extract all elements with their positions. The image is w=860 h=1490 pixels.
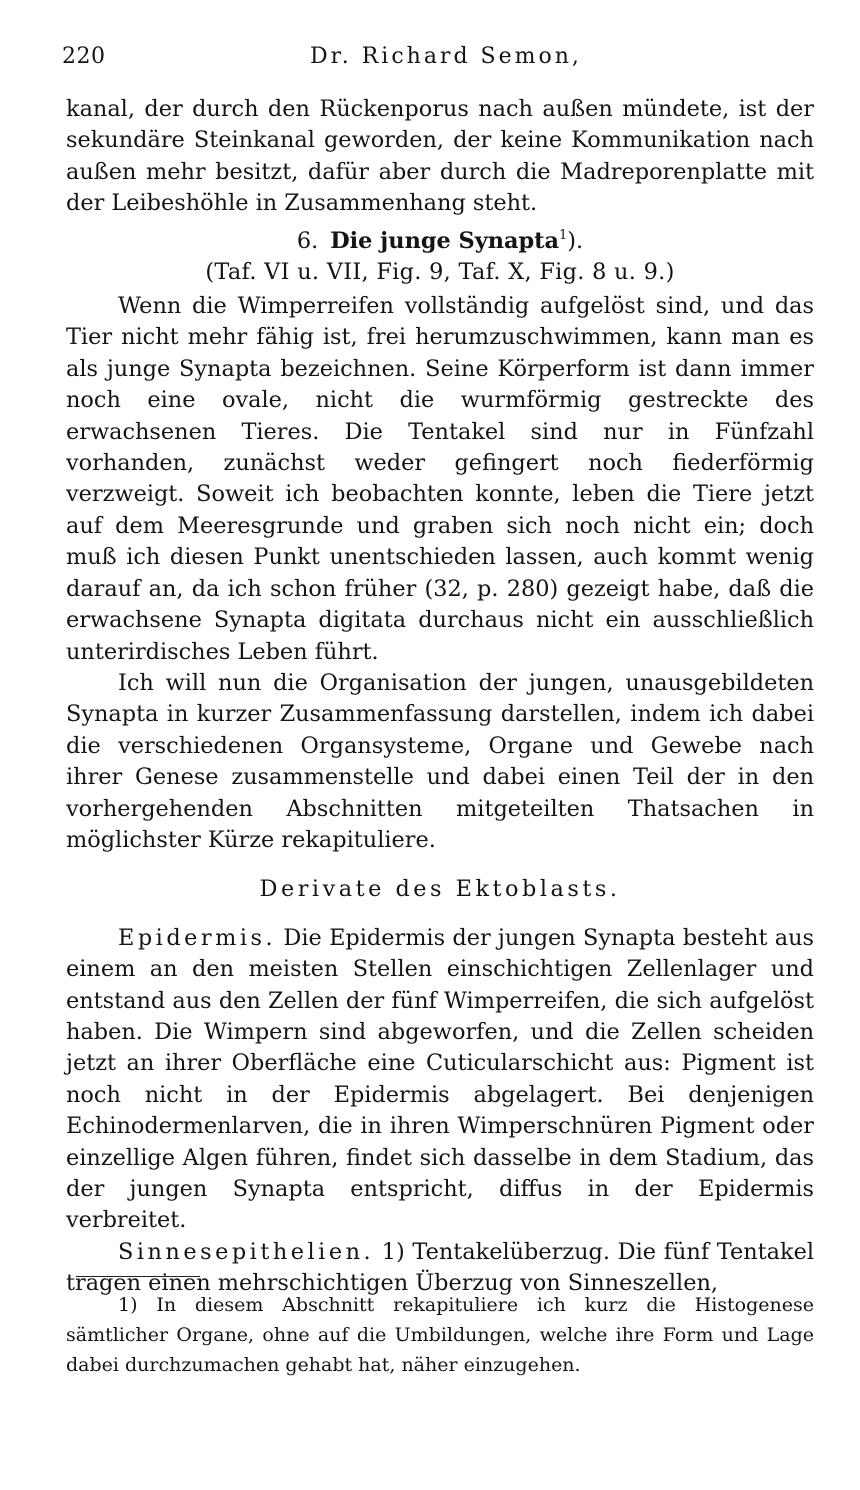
- paragraph: Wenn die Wimperreifen vollständig aufgelöst sind, und das Tier nicht mehr fähig ist, frei herumzuschwimmen, kann man es als junge Synapta bezeichnen. Seine Körperform ist dann immer noch eine ovale, nicht die wurmförmig gestreckte des erwachsenen Tieres. Die Tentakel sind nur in Fünfzahl vorhanden, zunächst weder gefingert noch fiederförmig verzweigt. Soweit ich beobachten konnte, leben die Tiere jetzt auf dem Meeresgrunde und graben sich noch nicht ein; doch muß ich diesen Punkt unentschieden lassen, auch kommt wenig darauf an, da ich schon früher (32, p. 280) gezeigt habe, daß die erwachsene Synapta digitata durchaus nicht ein ausschließlich unterirdisches Leben führt.: [66, 293, 814, 665]
- subheading: Derivate des Ektoblasts.: [259, 876, 621, 903]
- running-head: Dr. Richard Semon,: [310, 44, 582, 69]
- body-text: [66, 94, 814, 1300]
- sinnes-text: 1) Tentakelüberzug. Die fünf Tentakel tragen einen mehrschichtigen Überzug von Sinneszellen,: [66, 1238, 814, 1297]
- footnote-rule: [76, 1276, 200, 1277]
- plate-reference: (Taf. VI u. VII, Fig. 9, Taf. X, Fig. 8 u. 9.): [205, 258, 675, 285]
- page-number: 220: [62, 44, 106, 69]
- paragraph-epidermis: [66, 923, 814, 1237]
- footnote-marker: 1: [559, 227, 568, 243]
- epidermis-text: Die Epidermis der jungen Synapta besteht aus einem an den meisten Stellen einschichtigen Zellenlager und entstand aus den Zellen der fünf Wimperreifen, die sich aufgelöst haben. Die Wimpern sind abgeworfen, und die Zellen scheiden jetzt an ihrer Oberfläche eine Cuticularschicht aus: Pigment ist noch nicht in der Epidermis abgelagert. Bei denjenigen Echinodermenlarven, die in ihren Wimperschnüren Pigment oder einzellige Algen führen, findet sich dasselbe in dem Stadium, das der jungen Synapta entspricht, diffus in der Epidermis verbreitet.: [66, 924, 814, 1234]
- footnote-text: 1) In diesem Abschnitt rekapituliere ich kurz die Histogenese sämtlicher Organe, ohne auf die Umbildungen, welche ihre Form und Lage dabei durchzumachen gehabt hat, näher einzugehen.: [66, 1294, 814, 1376]
- term-epidermis: Epidermis.: [118, 924, 277, 951]
- section-heading: [66, 220, 814, 257]
- paragraph: Ich will nun die Organisation der jungen, unausgebildeten Synapta in kurzer Zusammenfassung darstellen, indem ich dabei die verschiedenen Organsysteme, Organe und Gewebe nach ihrer Genese zusammenstelle und dabei einen Teil der in den vorhergehenden Abschnitten mitgeteilten Thatsachen in möglichster Kürze rekapituliere.: [66, 669, 814, 853]
- footnote: [66, 1290, 814, 1380]
- section-number: 6.: [296, 227, 319, 254]
- page-header: [62, 44, 812, 80]
- section-title-suffix: ).: [567, 227, 584, 254]
- section-title: Die junge Synapta: [330, 227, 560, 254]
- term-sinnesepithelien: Sinnesepithelien.: [118, 1238, 375, 1265]
- paragraph-continuation: kanal, der durch den Rückenporus nach außen mündete, ist der sekundäre Steinkanal geworden, der keine Kommunikation nach außen mehr besitzt, dafür aber durch die Madreporenplatte mit der Leibeshöhle in Zusammenhang steht.: [66, 96, 814, 217]
